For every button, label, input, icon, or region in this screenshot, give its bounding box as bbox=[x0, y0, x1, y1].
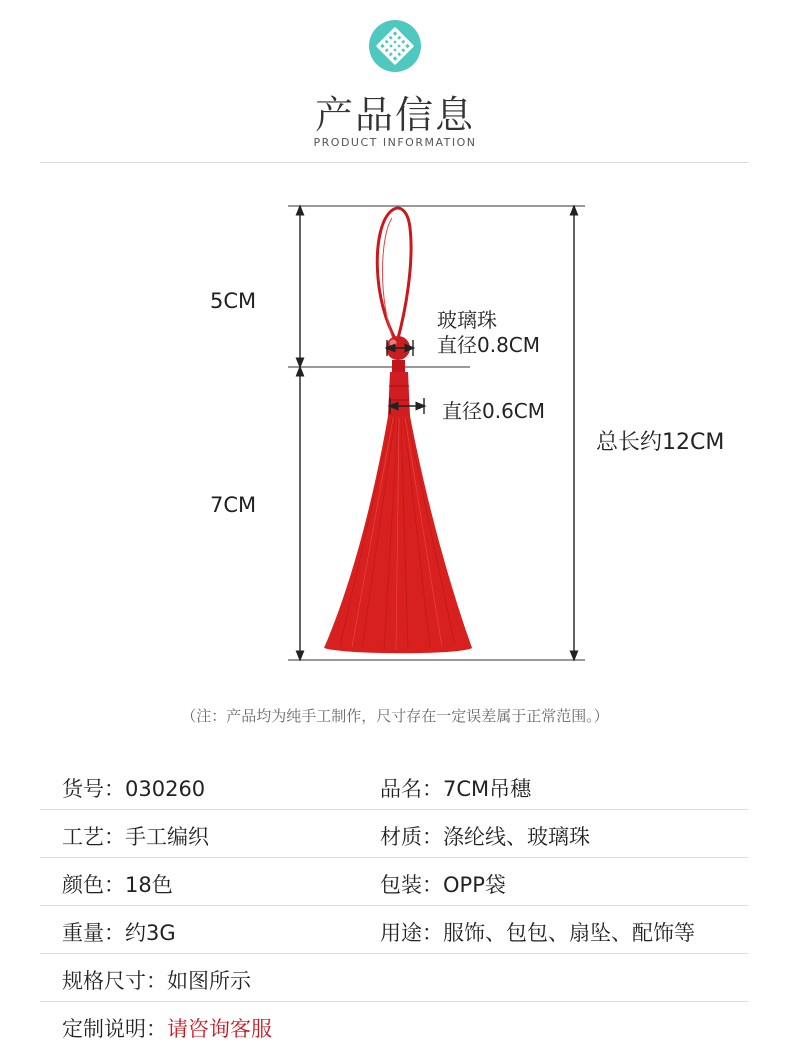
custom-contact-link[interactable]: 请咨询客服 bbox=[167, 1017, 272, 1041]
tassel-image bbox=[324, 208, 472, 653]
cap-diameter-label: 直径0.6CM bbox=[442, 399, 546, 423]
custom-info bbox=[62, 1013, 272, 1043]
bead-name-label: 玻璃珠 bbox=[437, 308, 497, 332]
spec-row bbox=[40, 906, 748, 954]
spec-weight: 重量：约3G bbox=[62, 921, 176, 945]
spec-item-number: 货号：030260 bbox=[62, 777, 206, 801]
page-title: 产品信息 bbox=[314, 93, 475, 137]
page-subtitle: PRODUCT INFORMATION bbox=[313, 136, 477, 149]
custom-label: 定制说明： bbox=[62, 1017, 167, 1041]
spec-product-name: 品名：7CM吊穗 bbox=[380, 777, 532, 801]
spec-row bbox=[40, 954, 748, 1002]
spec-craft: 工艺：手工编织 bbox=[62, 825, 209, 849]
loop-length-label: 5CM bbox=[210, 289, 257, 313]
spec-color: 颜色：18色 bbox=[62, 873, 173, 897]
spec-material: 材质：涤纶线、玻璃珠 bbox=[380, 825, 590, 849]
spec-usage: 用途：服饰、包包、扇坠、配饰等 bbox=[380, 921, 695, 945]
spec-row bbox=[40, 810, 748, 858]
spec-table bbox=[40, 762, 748, 1049]
spec-packaging: 包装：OPP袋 bbox=[380, 873, 506, 897]
spec-row-custom bbox=[40, 1002, 748, 1049]
total-length-label: 总长约12CM bbox=[596, 430, 725, 455]
tassel-length-label: 7CM bbox=[210, 493, 257, 517]
spec-row bbox=[40, 762, 748, 810]
bead-diameter-label: 直径0.8CM bbox=[437, 333, 541, 357]
spec-size: 规格尺寸：如图所示 bbox=[62, 969, 251, 993]
size-note: （注：产品均为纯手工制作，尺寸存在一定误差属于正常范围。） bbox=[181, 707, 609, 725]
spec-row bbox=[40, 858, 748, 906]
tassel-cap bbox=[388, 372, 410, 416]
